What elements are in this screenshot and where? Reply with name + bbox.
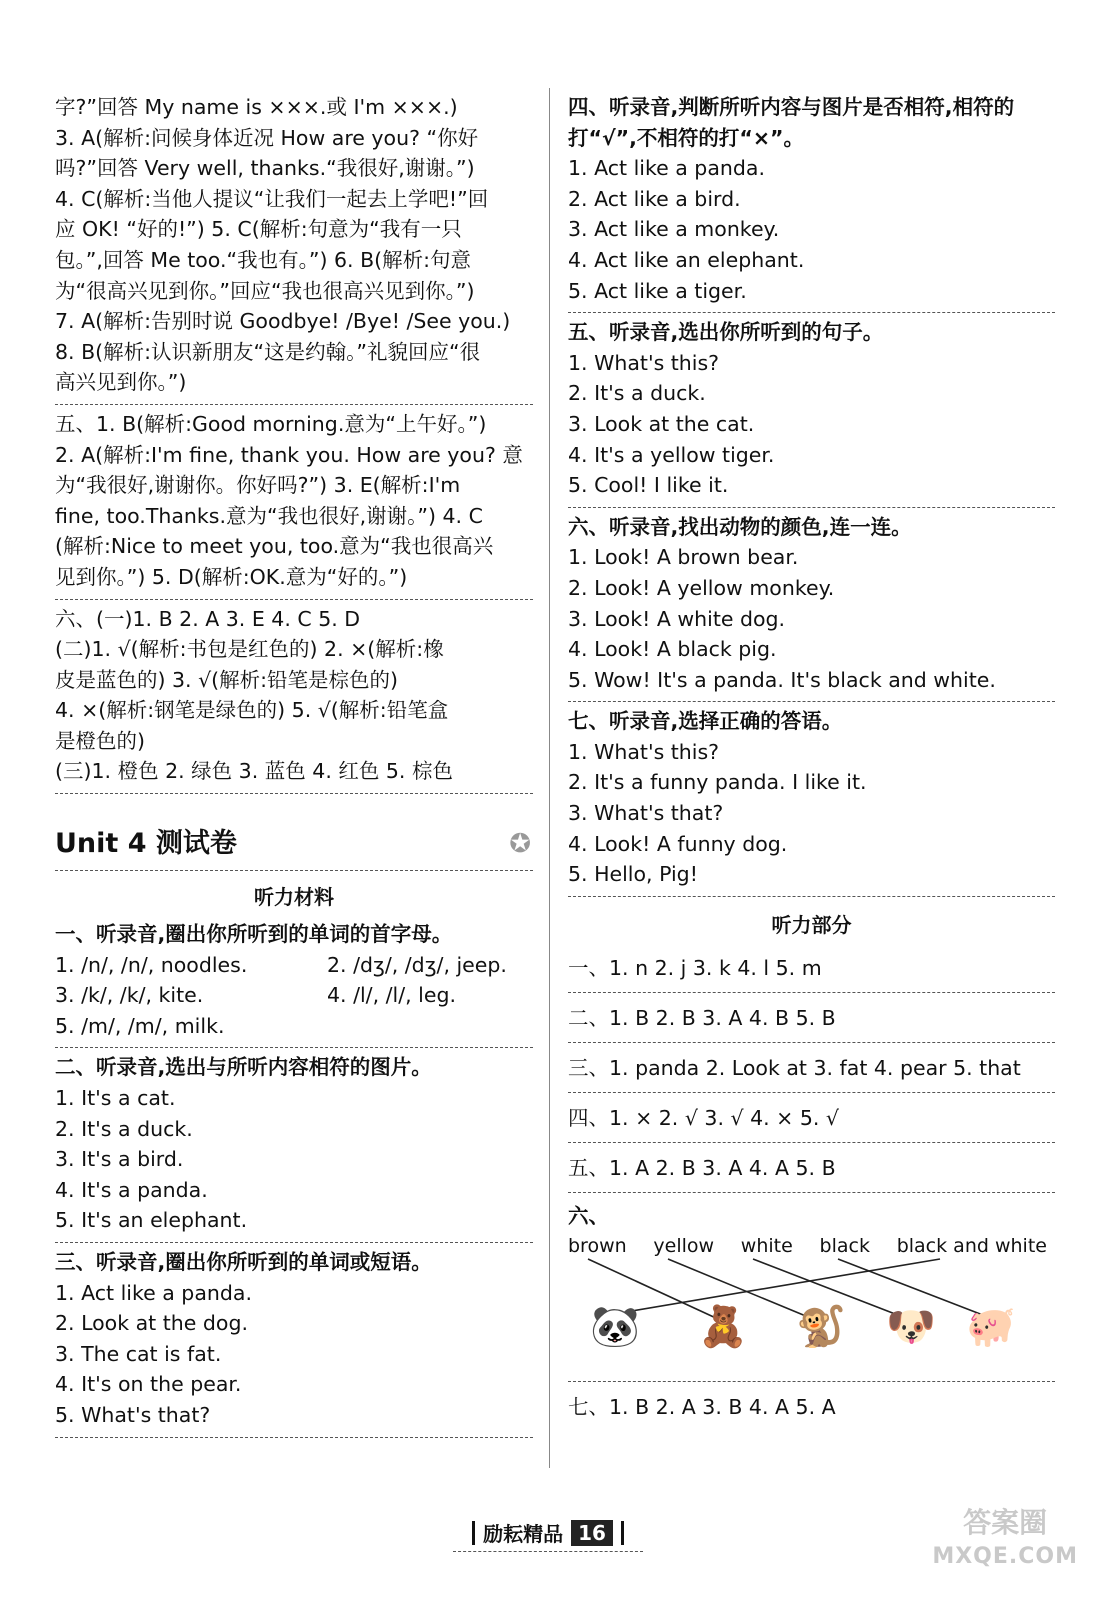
watermark-text: 答案圈 xyxy=(963,1506,1048,1539)
q4-item: 1. Act like a panda. xyxy=(568,156,765,181)
q6-item: 4. Look! A black pig. xyxy=(568,637,777,662)
answer-line: 4. ×(解析:钢笔是绿色的) 5. √(解析:铅笔盒 xyxy=(55,698,449,723)
bar-icon xyxy=(621,1521,624,1545)
answer-line: 8. B(解析:认识新朋友“这是约翰。”礼貌回应“很 xyxy=(55,339,481,364)
q1-item: 2. /dʒ/, /dʒ/, jeep. xyxy=(327,952,507,977)
color-labels xyxy=(568,1231,1055,1257)
unit-title xyxy=(55,824,533,864)
answer-line: 见到你。”) 5. D(解析:OK.意为“好的。”) xyxy=(55,564,408,589)
answer-line: (三)1. 橙色 2. 绿色 3. 蓝色 4. 红色 5. 棕色 xyxy=(55,759,453,784)
listening-part-title: 听力部分 xyxy=(771,912,852,937)
brand-rule xyxy=(453,1551,643,1552)
q4-item: 3. Act like a monkey. xyxy=(568,217,780,242)
q1-item: 5. /m/, /m/, milk. xyxy=(55,1013,225,1038)
answer-line: 字?”回答 My name is ×××.或 I'm ×××.) xyxy=(55,95,458,119)
q4-item: 2. Act like a bird. xyxy=(568,186,741,211)
answer-row-2: 二、1. B 2. B 3. A 4. B 5. B xyxy=(568,993,1055,1043)
bar-icon xyxy=(472,1521,475,1545)
listening-material-title: 听力材料 xyxy=(254,885,334,910)
q1-item: 1. /n/, /n/, noodles. xyxy=(55,952,248,977)
page-number: 16 xyxy=(571,1520,613,1546)
question-1 xyxy=(55,915,533,1048)
q3-item: 1. Act like a panda. xyxy=(55,1280,252,1305)
color-label-brown: brown xyxy=(568,1235,627,1258)
answer-line: 2. A(解析:I'm fine, thank you. How are you? 意 xyxy=(55,442,523,467)
answers-section-a xyxy=(55,88,533,405)
star-icon: ✪ xyxy=(509,829,531,860)
color-label-white: white xyxy=(740,1235,793,1258)
answer-line: 六、(一)1. B 2. A 3. E 4. C 5. D xyxy=(55,606,361,631)
answer-row-5: 五、1. A 2. B 3. A 4. A 5. B xyxy=(568,1143,1055,1193)
answer-line: 应 OK! “好的!”) 5. C(解析:句意为“我有一只 xyxy=(55,217,462,242)
question-head: 打“√”,不相符的打“×”。 xyxy=(568,125,805,150)
question-3 xyxy=(55,1243,533,1438)
dog-icon: 🐶 xyxy=(886,1304,936,1351)
q5-item: 2. It's a duck. xyxy=(568,381,706,406)
q3-item: 2. Look at the dog. xyxy=(55,1311,248,1336)
q6-item: 5. Wow! It's a panda. It's black and white. xyxy=(568,667,996,692)
brand-name: 励耘精品 xyxy=(483,1522,564,1546)
watermark-url: MXQE.COM xyxy=(932,1544,1078,1569)
answer-row-6-matching xyxy=(568,1193,1055,1383)
q1-row xyxy=(55,950,533,981)
color-label-black-and-white: black and white xyxy=(896,1235,1047,1258)
q5-item: 4. It's a yellow tiger. xyxy=(568,442,775,467)
unit-title-text: Unit 4 测试卷 xyxy=(55,828,237,860)
question-6 xyxy=(568,508,1055,703)
q5-item: 5. Cool! I like it. xyxy=(568,473,729,498)
answer-line: 高兴见到你。”) xyxy=(55,370,187,395)
answer-row-3: 三、1. panda 2. Look at 3. fat 4. pear 5. that xyxy=(568,1043,1055,1093)
color-label-yellow: yellow xyxy=(653,1235,715,1258)
answer-line: 皮是蓝色的) 3. √(解析:铅笔是棕色的) xyxy=(55,667,399,692)
q3-item: 4. It's on the pear. xyxy=(55,1372,242,1397)
answer-line: 五、1. B(解析:Good morning.意为“上午好。”) xyxy=(55,411,487,436)
q7-item: 3. What's that? xyxy=(568,801,724,826)
q5-item: 3. Look at the cat. xyxy=(568,411,755,436)
question-head: 五、听录音,选出你所听到的句子。 xyxy=(568,320,884,345)
column-divider xyxy=(549,88,550,1468)
answer-line: (解析:Nice to meet you, too.意为“我也很高兴 xyxy=(55,534,494,559)
q7-item: 2. It's a funny panda. I like it. xyxy=(568,770,867,795)
color-label-black: black xyxy=(819,1235,870,1258)
question-head: 二、听录音,选出与所听内容相符的图片。 xyxy=(55,1055,432,1080)
answer-line: 4. C(解析:当他人提议“让我们一起去上学吧!”回 xyxy=(55,186,489,211)
q2-item: 3. It's a bird. xyxy=(55,1147,184,1172)
panda-icon: 🐼 xyxy=(590,1304,640,1351)
answer-line: 3. A(解析:问候身体近况 How are you? “你好 xyxy=(55,125,479,150)
q3-item: 5. What's that? xyxy=(55,1402,211,1427)
question-7 xyxy=(568,702,1055,897)
matching-area xyxy=(568,1257,1055,1375)
q4-item: 4. Act like an elephant. xyxy=(568,247,805,272)
q4-item: 5. Act like a tiger. xyxy=(568,278,747,303)
question-5 xyxy=(568,313,1055,508)
answer-line: 为“很高兴见到你。”回应“我也很高兴见到你。”) xyxy=(55,278,475,303)
answer-line: 是橙色的) xyxy=(55,728,145,753)
q7-item: 5. Hello, Pig! xyxy=(568,862,698,887)
answer-line: 包。”,回答 Me too.“我也有。”) 6. B(解析:句意 xyxy=(55,247,472,272)
answer-line: 为“我很好,谢谢你。你好吗?”) 3. E(解析:I'm xyxy=(55,473,461,498)
question-2 xyxy=(55,1048,533,1243)
question-head: 一、听录音,圈出你所听到的单词的首字母。 xyxy=(55,922,453,947)
q6-item: 2. Look! A yellow monkey. xyxy=(568,575,835,600)
q2-item: 5. It's an elephant. xyxy=(55,1208,248,1233)
q6-item: 3. Look! A white dog. xyxy=(568,606,786,631)
q2-item: 4. It's a panda. xyxy=(55,1177,208,1202)
answers-section-c xyxy=(55,600,533,795)
watermark xyxy=(932,1506,1078,1574)
answer-line: (二)1. √(解析:书包是红色的) 2. ×(解析:橡 xyxy=(55,637,444,662)
left-column xyxy=(55,88,533,1438)
question-head: 七、听录音,选择正确的答语。 xyxy=(568,709,843,734)
matching-head: 六、 xyxy=(568,1203,609,1228)
q1-row xyxy=(55,980,533,1011)
answer-line: fine, too.Thanks.意为“我也很好,谢谢。”) 4. C xyxy=(55,503,483,528)
q2-item: 1. It's a cat. xyxy=(55,1086,176,1111)
monkey-icon: 🐒 xyxy=(796,1304,846,1351)
q5-item: 1. What's this? xyxy=(568,350,720,375)
pig-icon: 🐖 xyxy=(966,1304,1016,1351)
q1-row xyxy=(55,1011,533,1042)
question-head: 三、听录音,圈出你所听到的单词或短语。 xyxy=(55,1250,432,1274)
q1-item: 4. /l/, /l/, leg. xyxy=(327,983,456,1008)
question-4 xyxy=(568,88,1055,313)
question-head: 六、听录音,找出动物的颜色,连一连。 xyxy=(568,514,912,539)
brand-mark xyxy=(472,1518,624,1547)
q7-item: 4. Look! A funny dog. xyxy=(568,831,788,856)
q2-item: 2. It's a duck. xyxy=(55,1116,193,1141)
question-head: 四、听录音,判断所听内容与图片是否相符,相符的 xyxy=(568,95,1015,119)
q1-item: 3. /k/, /k/, kite. xyxy=(55,983,204,1008)
q6-item: 1. Look! A brown bear. xyxy=(568,545,799,570)
answers-section-b xyxy=(55,405,533,600)
answer-row-4: 四、1. × 2. √ 3. √ 4. × 5. √ xyxy=(568,1093,1055,1143)
answer-line: 吗?”回答 Very well, thanks.“我很好,谢谢。”) xyxy=(55,156,475,181)
bear-icon: 🧸 xyxy=(698,1304,748,1351)
right-column xyxy=(568,88,1055,1431)
unit-rule xyxy=(55,870,533,871)
answer-row-7: 七、1. B 2. A 3. B 4. A 5. A xyxy=(568,1395,836,1420)
q7-item: 1. What's this? xyxy=(568,739,720,764)
answer-row-1: 一、1. n 2. j 3. k 4. l 5. m xyxy=(568,943,1055,993)
answer-line: 7. A(解析:告别时说 Goodbye! /Bye! /See you.) xyxy=(55,309,511,334)
q3-item: 3. The cat is fat. xyxy=(55,1341,222,1366)
